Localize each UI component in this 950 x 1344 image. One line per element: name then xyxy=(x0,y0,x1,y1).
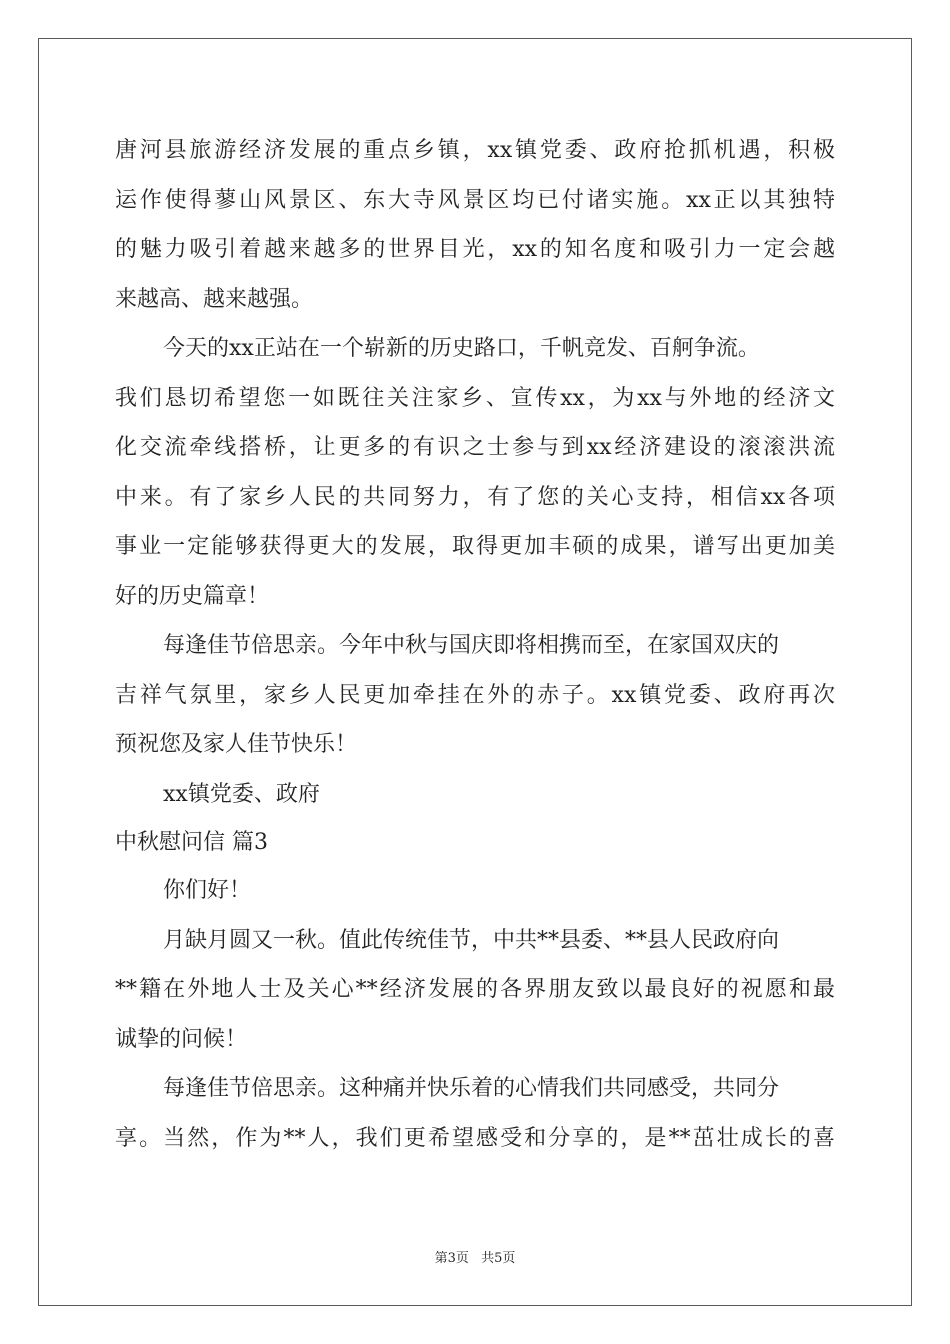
page-footer xyxy=(0,1247,950,1266)
text-line: 的魅力吸引着越来越多的世界目光，xx的知名度和吸引力一定会越 xyxy=(115,237,835,262)
greeting-line: 你们好！ xyxy=(163,878,252,903)
text-line: 来越高、越来越强。 xyxy=(115,286,314,312)
document-body xyxy=(115,126,835,1163)
text-line: 诚挚的问候！ xyxy=(115,1026,248,1052)
page-number: 第3页 xyxy=(434,1251,469,1266)
text-line: 享。当然，作为**人，我们更希望感受和分享的，是**茁壮成长的喜 xyxy=(115,1125,835,1151)
signature-line: xx镇党委、政府 xyxy=(163,781,320,807)
paragraph-start: 每逢佳节倍思亲。这种痛并快乐着的心情我们共同感受，共同分 xyxy=(163,1076,780,1101)
text-line: 预祝您及家人佳节快乐！ xyxy=(115,732,358,757)
paragraph-start: 每逢佳节倍思亲。今年中秋与国庆即将相携而至，在家国双庆的 xyxy=(163,633,780,658)
text-line: 好的历史篇章！ xyxy=(115,583,270,609)
text-line: 中来。有了家乡人民的共同努力，有了您的关心支持，相信xx各项 xyxy=(115,484,835,510)
text-line: 唐河县旅游经济发展的重点乡镇，xx镇党委、政府抢抓机遇，积极 xyxy=(115,138,835,163)
text-line: 化交流牵线搭桥，让更多的有识之士参与到xx经济建设的滚滚洪流 xyxy=(115,435,835,460)
paragraph-start: 月缺月圆又一秋。值此传统佳节，中共**县委、**县人民政府向 xyxy=(163,927,780,953)
section-heading: 中秋慰问信 篇3 xyxy=(115,830,268,855)
text-line: **籍在外地人士及关心**经济发展的各界朋友致以最良好的祝愿和最 xyxy=(115,977,835,1002)
text-line: 事业一定能够获得更大的发展，取得更加丰硕的成果，谱写出更加美 xyxy=(115,534,835,559)
text-line: 吉祥气氛里，家乡人民更加牵挂在外的赤子。xx镇党委、政府再次 xyxy=(115,682,835,708)
text-line: 我们恳切希望您一如既往关注家乡、宣传xx，为xx与外地的经济文 xyxy=(115,385,835,411)
paragraph-start: 今天的xx正站在一个崭新的历史路口，千帆竞发、百舸争流。 xyxy=(163,336,760,361)
text-line: 运作使得蓼山风景区、东大寺风景区均已付诸实施。xx正以其独特 xyxy=(115,187,835,213)
page-total: 共5页 xyxy=(481,1251,516,1266)
